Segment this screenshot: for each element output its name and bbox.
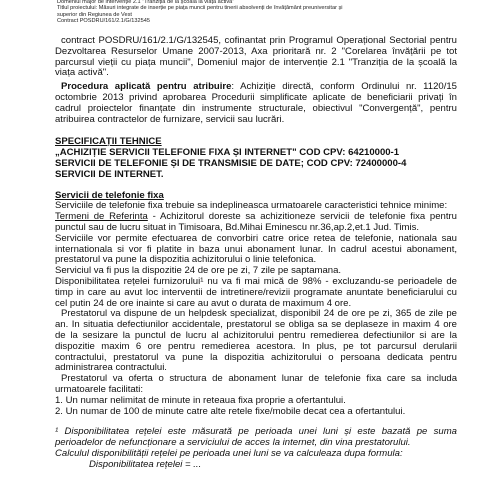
intro-paragraph: contract POSDRU/161/2.1/G/132545, cofinantat prin Programul Operațional Sectorial pentru Dezvoltarea Resurselor Umane 2007-2013, Axa prioritară nr. 2 "Corelarea învățării pe tot parcursul vieții cu piața muncii", Domeniul major de intervenție 2.1 "Tranziția de la școală la viața activă". bbox=[55, 35, 457, 79]
tech-spec-line: „ACHIZIȚIE SERVICII TELEFONIE FIXA ȘI INTERNET" COD CPV: 64210000-1 bbox=[55, 147, 400, 159]
procedure-paragraph bbox=[55, 82, 457, 125]
fixed-services-title: Servicii de telefonie fixa bbox=[55, 189, 164, 201]
body-paragraph: Prestatorul va oferta o structura de abonament lunar de telefonie fixa care sa includa urmatoarele facilitati: bbox=[55, 373, 457, 395]
body-paragraph: Disponibilitatea rețelei furnizorului¹ nu va fi mai mică de 98% - excluzandu-se perioadele de timp in care au avut loc interventii de intretinere/revizii programate anuntate beneficiarului cu cel putin 24 de ore inainte si care au avut o durata de maximum 4 ore. bbox=[55, 275, 457, 309]
reference-terms-label: Termeni de Referinta bbox=[55, 211, 148, 223]
footnote-paragraph: Calculul disponibilității rețelei pe perioada unei luni se va calculeaza dupa formula: bbox=[55, 447, 403, 459]
list-item: 2. Un numar de 100 de minute catre alte retele fixe/mobile decat cea a ofertantului. bbox=[55, 405, 406, 417]
footnote-paragraph: ¹ Disponibilitatea rețelei este măsurată pe perioada unei luni și este bazată pe suma perioadelor de nefuncționare a serviciului de acces la internet, din vina prestatorului. bbox=[55, 426, 457, 449]
footnote-formula: Disponibilitatea rețelei = ... bbox=[89, 458, 202, 470]
tech-spec-line: SERVICII DE INTERNET. bbox=[55, 168, 164, 180]
document-header bbox=[57, 0, 387, 25]
procedure-label: Procedura aplicată pentru atribuire bbox=[61, 81, 232, 93]
reference-terms-text: - Achizitorul doreste sa achizitioneze servicii de telefonie fixa pentru punctul sau de lucru situat in Timisoara, Bd.Mihai Eminescu nr.36,ap.2,et.1 Jud. Timis. bbox=[55, 211, 457, 233]
tech-spec-line: SERVICII DE TELEFONIE ȘI DE TRANSMISIE DE DATE; COD CPV: 72400000-4 bbox=[55, 157, 407, 169]
body-paragraph: Serviciul va fi pus la dispozitie 24 de ore pe zi, 7 zile pe saptamana. bbox=[55, 265, 342, 277]
document-body bbox=[55, 36, 457, 470]
body-paragraph: Serviciile vor permite efectuarea de convorbiri catre orice retea de telefonie, nationala sau internationala si vor fi platite in baza unui abonament lunar. In cadrul acestui abonament, prestatorul va pune la dispozitia achizitorului o linie telefonica. bbox=[55, 232, 457, 266]
procedure-text: : Achiziție directă, conform Ordinului nr. 1120/15 octombrie 2013 privind aprobarea Procedurii simplificate aplicate de beneficiarii privați în cadrul proiectelor finanțate din instrumente structurale, obiectivul "Convergență", pentru atribuirea contractelor de furnizare, servicii sau lucrări. bbox=[55, 81, 457, 125]
list-item: 1. Un numar nelimitat de minute in reteaua fixa proprie a ofertantului. bbox=[55, 394, 346, 406]
fixed-intro: Serviciile de telefonie fixa trebuie sa indeplineasca urmatoarele caracteristici tehnice minime: bbox=[55, 200, 448, 212]
header-line: Contract POSDRU/161/2.1/G/132545 bbox=[57, 18, 150, 25]
header-line: Domeniul major de intervenție 2.1 "Tranziția de la școală la viața activă" bbox=[57, 0, 235, 5]
header-line: Titlul proiectului: Măsuri integrate de inserție pe piața muncii pentru tinerii absolvenți de învățământ preuniversitar și bbox=[57, 5, 343, 12]
header-line: superior din Regiunea de Vest bbox=[57, 11, 132, 18]
tech-spec-title: SPECIFICAȚII TEHNICE bbox=[55, 136, 162, 148]
body-paragraph: Prestatorul va dispune de un helpdesk specializat, disponibil 24 de ore pe zi, 365 de zile pe an. In situatia defectiunilor accidentale, prestatorul se obliga sa se deplaseze in maxim 4 ore de la sesizare la punctul de lucru al achizitorului pentru remedierea defectiunilor si are la dispozitie maxim 6 ore pentru remedierea acestora. In plus, pe tot parcursul derularii contractului, prestatorul va pune la dispozitia achizitorului o persoana dedicata pentru administrarea contractului. bbox=[55, 308, 457, 374]
reference-terms bbox=[55, 212, 457, 234]
